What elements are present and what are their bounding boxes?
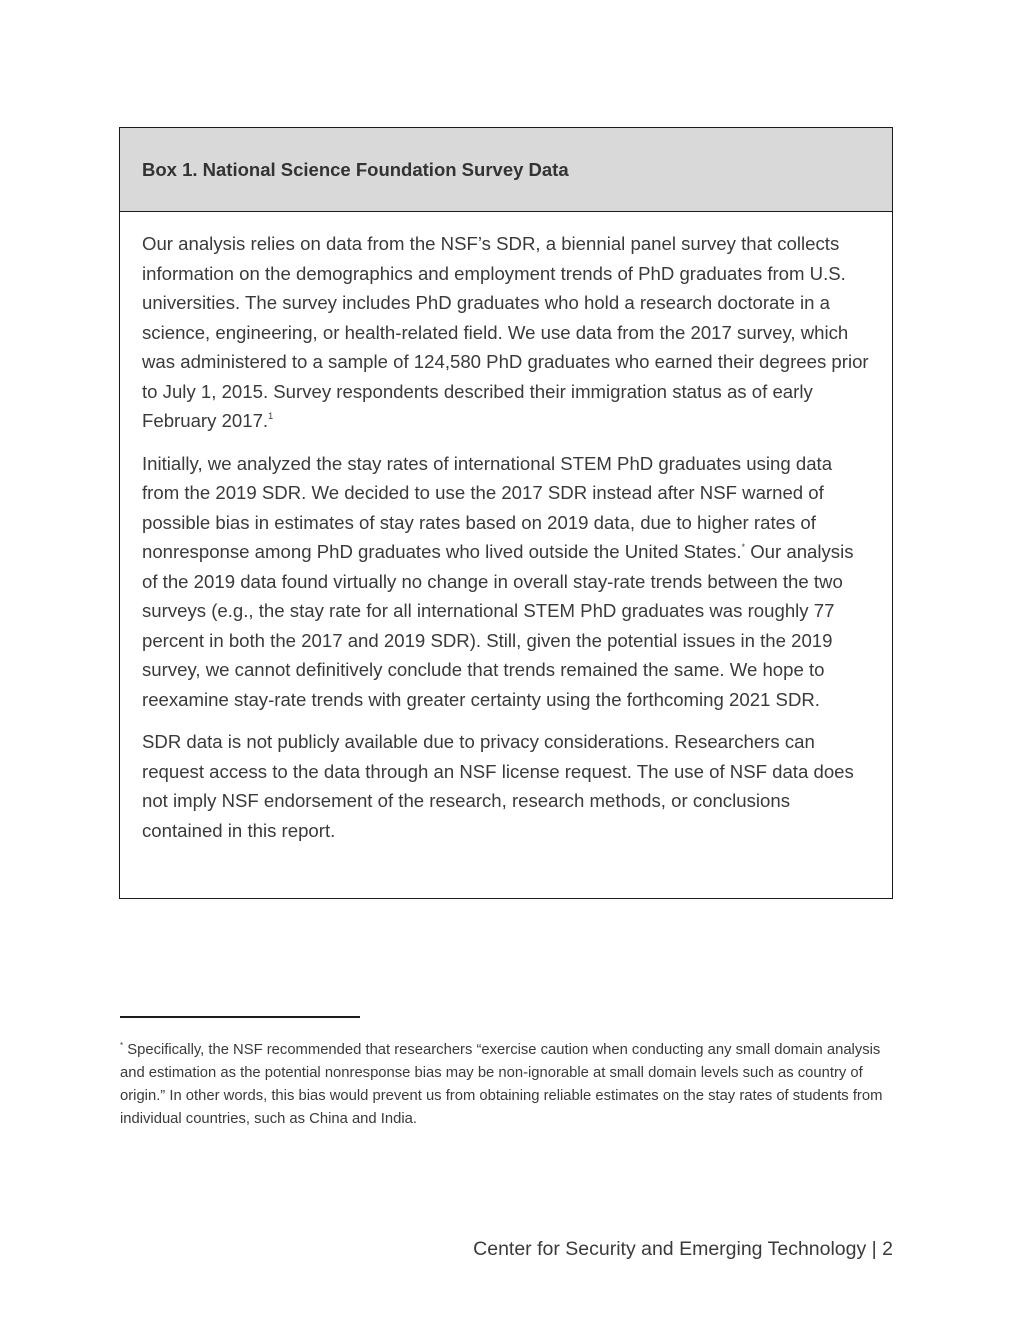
box-header — [120, 128, 892, 212]
footnote-text: Specifically, the NSF recommended that researchers “exercise caution when conducting any small domain analysis and estimation as the potential nonresponse bias may be non-ignorable at small domain levels such as country of origin.” In other words, this bias would prevent us from obtaining reliable estimates on the stay rates of students from individual countries, such as China and India. — [120, 1042, 883, 1127]
page-footer: Center for Security and Emerging Technology | 2 — [473, 1238, 893, 1260]
footnote-marker-asterisk: * — [741, 541, 746, 552]
box-paragraph-1 — [142, 229, 872, 436]
paragraph-3-text: SDR data is not publicly available due to privacy considerations. Researchers can request access to the data through an NSF license request. The use of NSF data does not imply NSF endorsement of the research, research methods, or conclusions contained in this report. — [142, 731, 854, 841]
paragraph-2-text-after: Our analysis of the 2019 data found virtually no change in overall stay-rate trends between the two surveys (e.g., the stay rate for all international STEM PhD graduates was roughly 77 percent in both the 2017 and 2019 SDR). Still, given the potential issues in the 2019 survey, we cannot definitively conclude that trends remained the same. We hope to reexamine stay-rate trends with greater certainty using the forthcoming 2021 SDR. — [142, 541, 854, 710]
box-body — [120, 212, 892, 845]
footnote-divider — [120, 1016, 360, 1018]
footnote-marker: * — [120, 1041, 124, 1051]
footnote-marker-1: 1 — [268, 410, 274, 421]
paragraph-1-text: Our analysis relies on data from the NSF’s SDR, a biennial panel survey that collects information on the demographics and employment trends of PhD graduates from U.S. universities. The survey includes PhD graduates who hold a research doctorate in a science, engineering, or health-related field. We use data from the 2017 survey, which was administered to a sample of 124,580 PhD graduates who earned their degrees prior to July 1, 2015. Survey respondents described their immigration status as of early February 2017. — [142, 233, 869, 431]
box-paragraph-3 — [142, 727, 872, 845]
box-title: Box 1. National Science Foundation Survey Data — [142, 159, 569, 180]
info-box — [119, 127, 893, 899]
footnote — [120, 1039, 900, 1131]
paragraph-2-text-before: Initially, we analyzed the stay rates of international STEM PhD graduates using data from the 2019 SDR. We decided to use the 2017 SDR instead after NSF warned of possible bias in estimates of stay rates based on 2019 data, due to higher rates of nonresponse among PhD graduates who lived outside the United States. — [142, 452, 833, 562]
box-paragraph-2 — [142, 449, 872, 715]
